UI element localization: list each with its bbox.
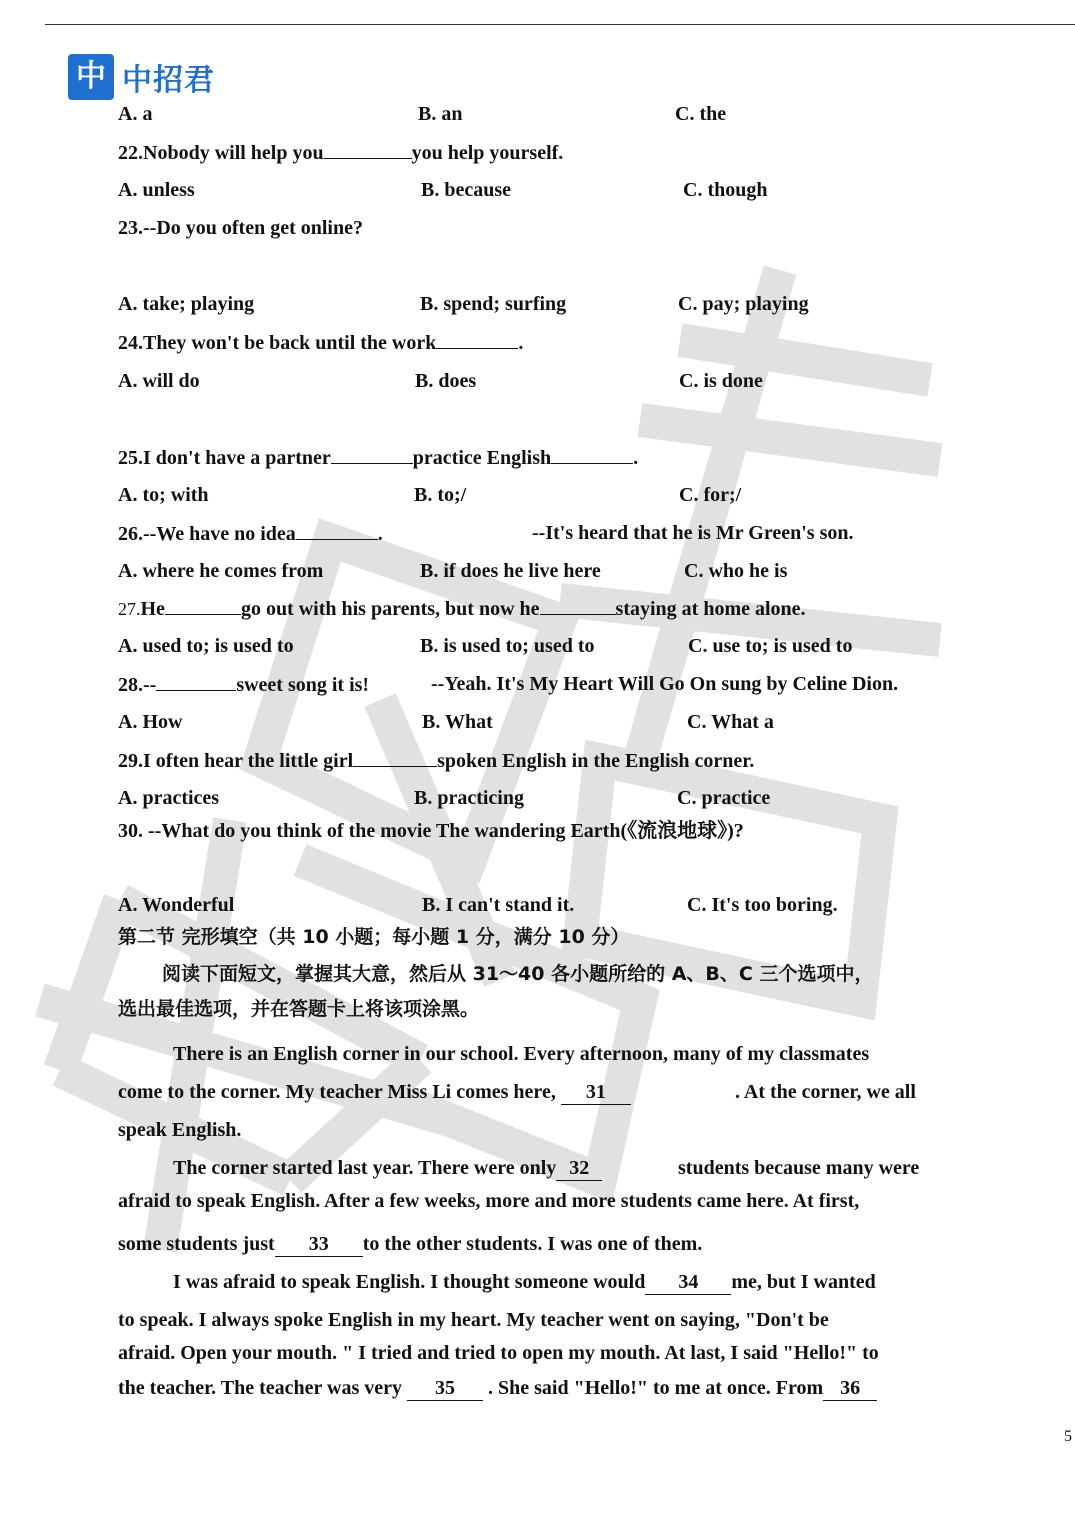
blank: [324, 140, 412, 159]
q24-option-b: B. does: [415, 370, 477, 392]
q27-option-b: B. is used to; used to: [420, 635, 595, 657]
q28-reply: --Yeah. It's My Heart Will Go On sung by Celine Dion.: [431, 673, 899, 695]
q27-option-c: C. use to; is used to: [688, 635, 853, 657]
blank-34: 34: [645, 1270, 731, 1295]
blank-33: 33: [275, 1232, 363, 1257]
q27-option-a: A. used to; is used to: [118, 635, 294, 657]
q21-option-c: C. the: [675, 103, 727, 125]
blank: [331, 445, 413, 464]
blank-32: 32: [556, 1156, 602, 1181]
page-number: 5: [1064, 1428, 1072, 1445]
blank: [436, 330, 518, 349]
passage-line-1: There is an English corner in our school. Every afternoon, many of my classmates: [173, 1043, 870, 1065]
q25-option-a: A. to; with: [118, 484, 209, 506]
q26-option-a: A. where he comes from: [118, 560, 324, 582]
blank: [156, 672, 236, 691]
q22-option-c: C. though: [683, 179, 768, 201]
blank: [540, 596, 616, 615]
brand-name: 中招君: [122, 63, 215, 98]
blank-31: 31: [561, 1080, 631, 1105]
q22-option-a: A. unless: [118, 179, 195, 201]
q21-option-a: A. a: [118, 103, 153, 125]
q24-option-c: C. is done: [679, 370, 763, 392]
blank: [551, 445, 633, 464]
q24-option-a: A. will do: [118, 370, 200, 392]
q26-option-b: B. if does he live here: [420, 560, 601, 582]
q28-option-b: B. What: [422, 711, 493, 733]
q28-option-a: A. How: [118, 711, 183, 733]
logo-icon: 中: [68, 54, 114, 100]
q30-option-a: A. Wonderful: [118, 894, 235, 916]
q23-option-a: A. take; playing: [118, 293, 255, 315]
header-rule: [45, 24, 1075, 25]
blank: [353, 748, 437, 767]
q23-option-c: C. pay; playing: [678, 293, 809, 315]
brand-logo: [68, 54, 215, 100]
q30-option-c: C. It's too boring.: [687, 894, 838, 916]
q25-option-b: B. to;/: [414, 484, 467, 506]
q25-option-c: C. for;/: [679, 484, 742, 506]
q26-option-c: C. who he is: [684, 560, 788, 582]
q29-option-a: A. practices: [118, 787, 220, 809]
q21-option-b: B. an: [418, 103, 463, 125]
q28-option-c: C. What a: [687, 711, 774, 733]
blank: [165, 596, 241, 615]
blank-35: 35: [407, 1376, 483, 1401]
blank: [296, 521, 378, 540]
q30-option-b: B. I can't stand it.: [422, 894, 575, 916]
q23-option-b: B. spend; surfing: [420, 293, 567, 315]
blank-36: 36: [823, 1376, 877, 1401]
q29-option-b: B. practicing: [414, 787, 524, 809]
q29-option-c: C. practice: [677, 787, 771, 809]
passage-line-8: to speak. I always spoke English in my heart. My teacher went on saying, "Don't be: [118, 1309, 829, 1331]
q22-option-b: B. because: [421, 179, 511, 201]
q26-reply: --It's heard that he is Mr Green's son.: [532, 522, 854, 544]
